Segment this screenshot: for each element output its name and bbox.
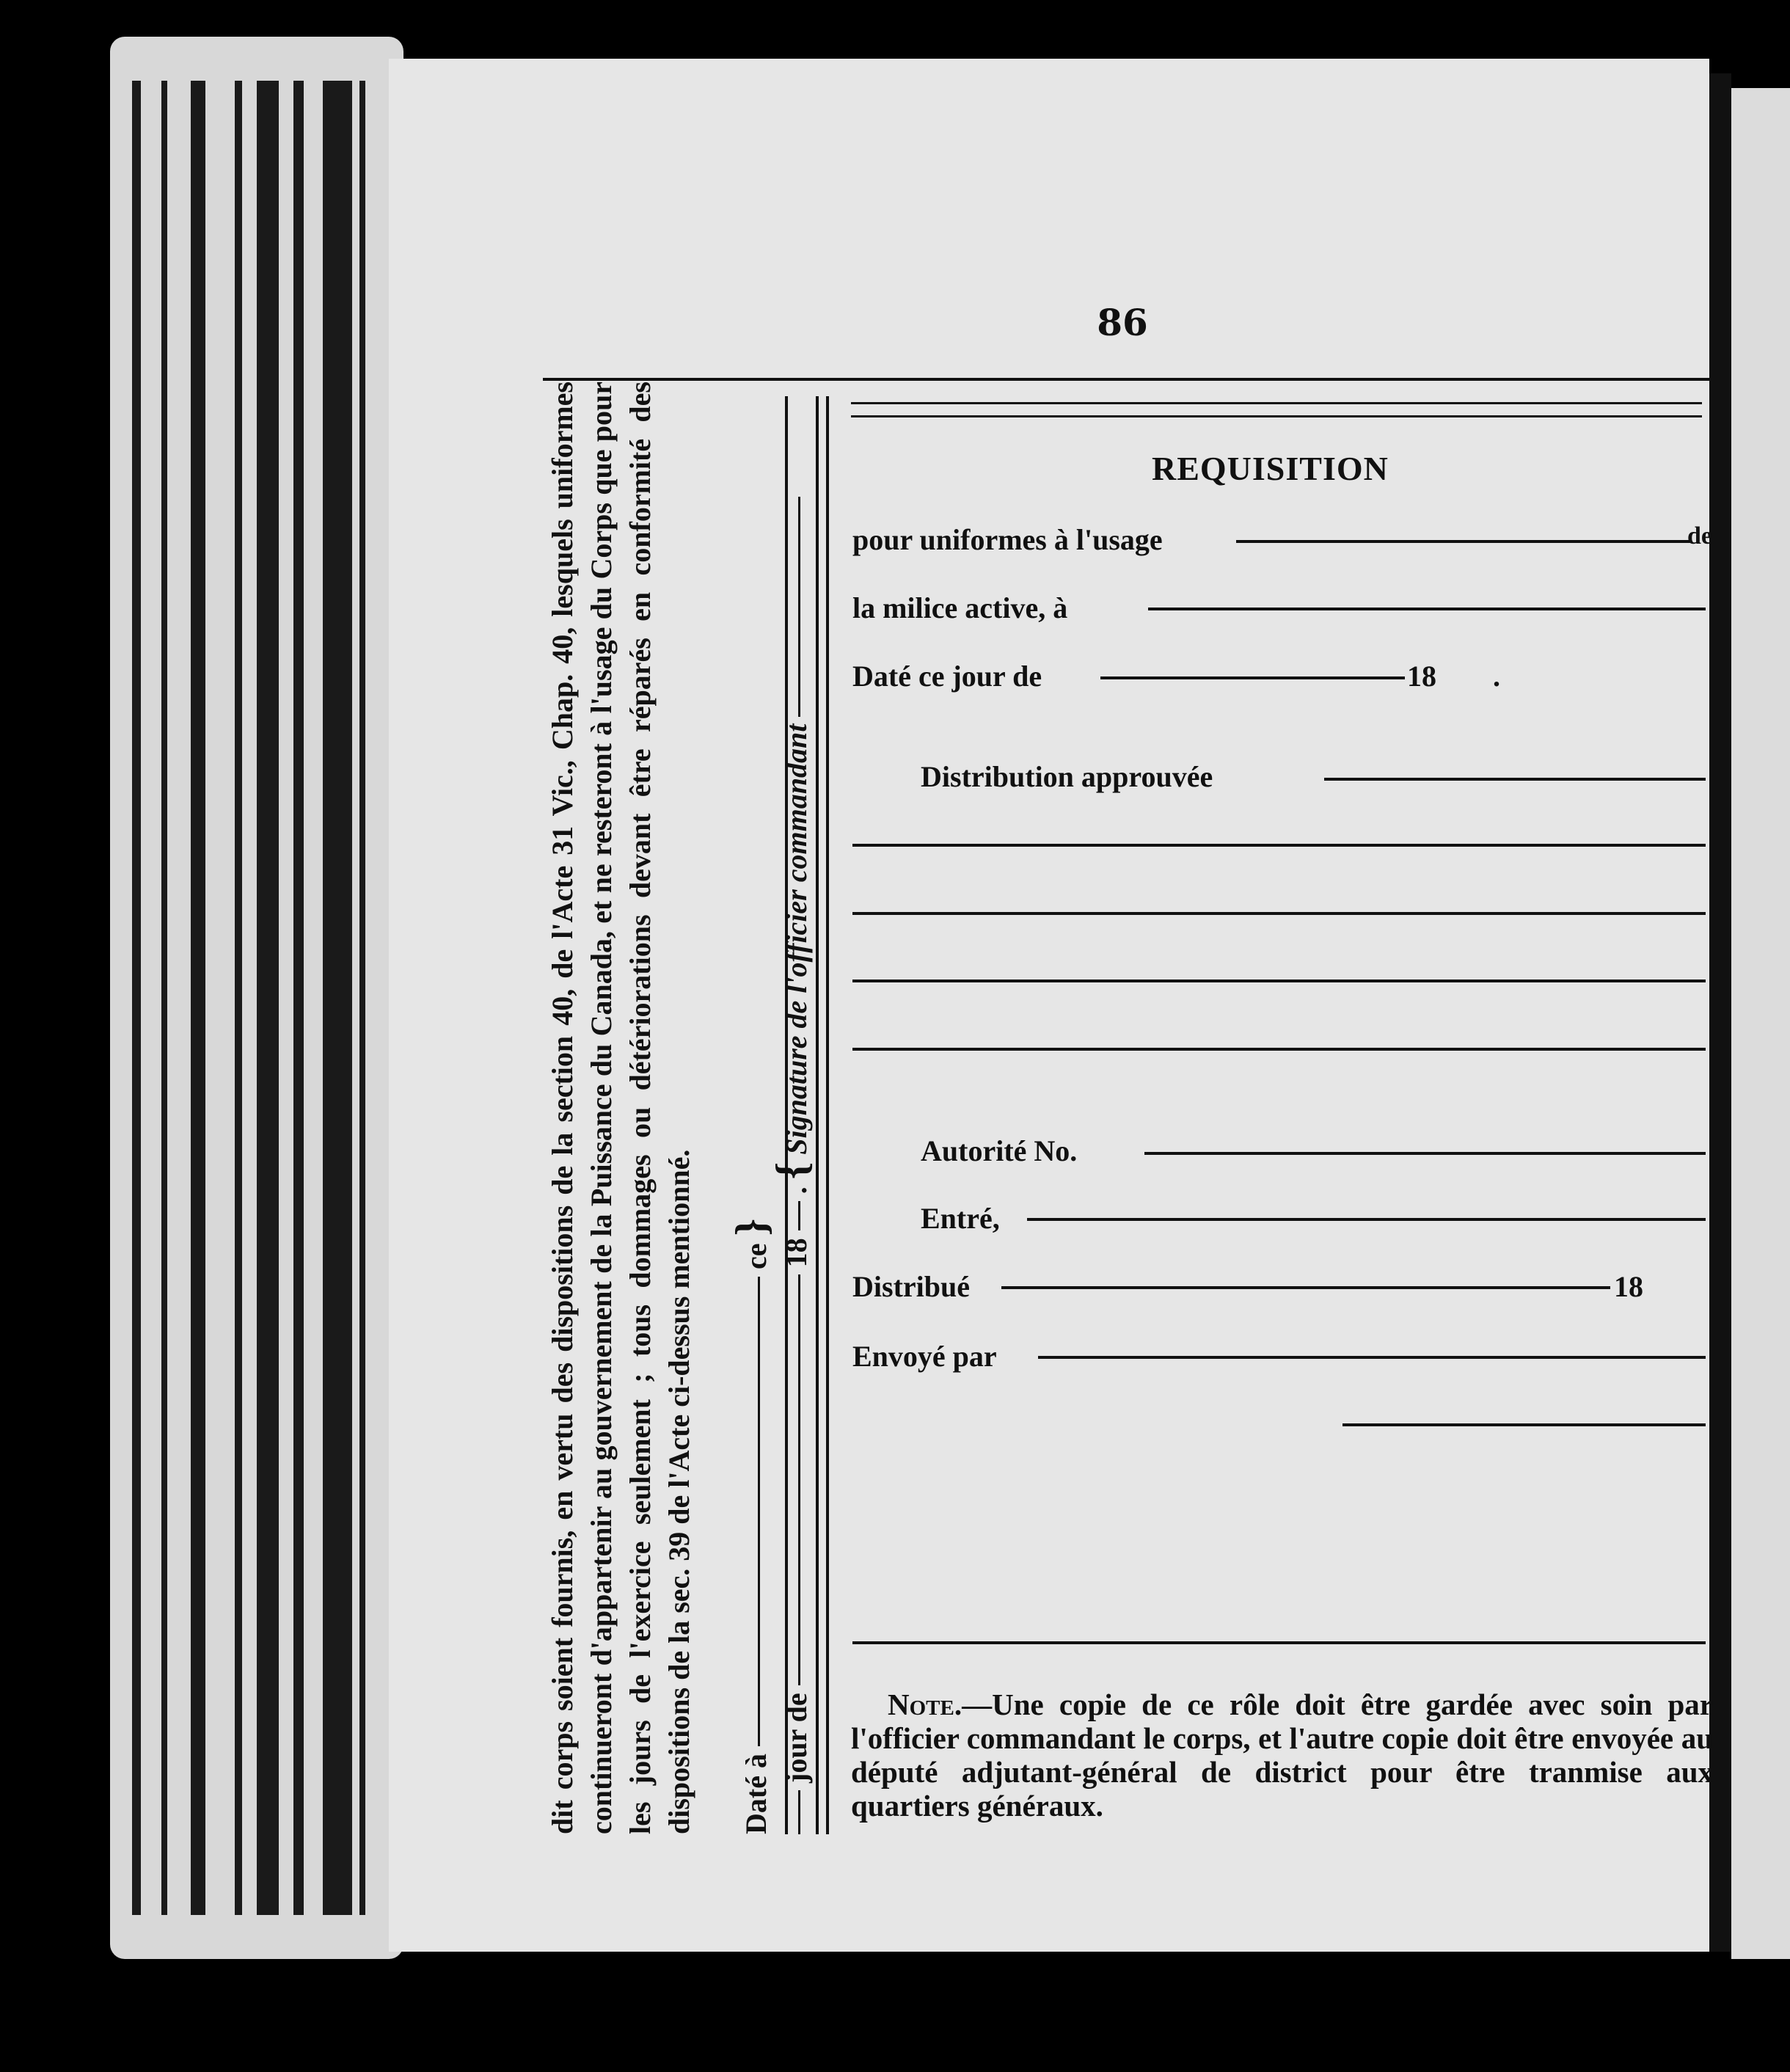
note-label: Note. (888, 1688, 962, 1721)
requisition-title: REQUISITION (1152, 450, 1389, 487)
fill-line (1038, 1356, 1706, 1359)
page-edge-stripe (132, 81, 141, 1915)
page-edge-stripe (359, 81, 365, 1915)
uniformes-suffix: de (1687, 522, 1712, 550)
page-edge-stripe (257, 81, 279, 1915)
blank-line (852, 844, 1706, 847)
date-label: Daté à (739, 1754, 772, 1834)
next-page-edge (1731, 88, 1790, 1959)
fill-line (1027, 1218, 1706, 1221)
fill-line (1148, 608, 1706, 610)
page-number: 86 (1097, 301, 1148, 344)
fill-line (798, 1201, 800, 1230)
page-gutter (1709, 73, 1731, 1952)
page-edge-stripe (235, 81, 242, 1915)
envoye-label: Envoyé par (852, 1340, 997, 1373)
rotated-declaration: dit corps soient fournis, en vertu des dispositions de la section 40, de l'Acte 31 Vic., Chap. 40, lesquels uniformes continueront d'appartenir au gouvernement de la Puissance du Canada, et ne resteront à l'usage du Corps que pour les jours de l'exercice seulement ; tous dommages ou détériorations devant être réparés en conformité des dispositions de la sec. 39 de l'Acte ci-dessus mentionné. Daté à ce } jour de 18 . { Signature de l'officier commandant (543, 382, 836, 1834)
note-text: —Une copie de ce rôle doit être gardée avec soin par l'officier commandant le corps, et l'autre copie doit être envoyée au député adjutant-général de district pour être tranmise aux quartiers généraux. (851, 1688, 1713, 1823)
fill-line (1324, 778, 1706, 781)
uniformes-label: pour uniformes à l'usage (852, 523, 1163, 556)
note-paragraph (851, 1688, 1713, 1823)
blank-line (852, 980, 1706, 982)
entre-label: Entré, (921, 1202, 1000, 1235)
blank-line (852, 1641, 1706, 1644)
fill-line (1342, 1423, 1706, 1426)
page-edge-stripe (323, 81, 352, 1915)
book-edge (110, 37, 403, 1959)
form-top-rule (851, 402, 1702, 404)
distribue-label: Distribué (852, 1270, 970, 1303)
page-edge-stripe (191, 81, 205, 1915)
jour-label: jour de (780, 1693, 813, 1783)
blank-line (852, 912, 1706, 915)
brace-glyph: } (727, 1218, 775, 1236)
fill-line (798, 1790, 800, 1834)
fill-line (798, 497, 800, 717)
distribution-label: Distribution approuvée (921, 760, 1213, 793)
fill-line (1144, 1152, 1706, 1155)
fill-line (1100, 676, 1405, 679)
autorite-label: Autorité No. (921, 1134, 1078, 1167)
ce-label: ce (739, 1243, 772, 1270)
fill-line (758, 1277, 760, 1746)
declaration-paragraph: dit corps soient fournis, en vertu des dispositions de la section 40, de l'Acte 31 Vic., Chap. 40, lesquels uniformes continueront d'appartenir au gouvernement de la Puissance du Canada, et ne resteront à l'usage du Corps que pour les jours de l'exercice seulement ; tous dommages ou détériorations devant être réparés en conformité des dispositions de la sec. 39 de l'Acte ci-dessus mentionné. (546, 382, 695, 1834)
fill-line (1001, 1286, 1610, 1289)
distribue-year: 18 (1614, 1270, 1643, 1303)
top-rule (543, 378, 1709, 381)
signature-caption: Signature de l'officier commandant (780, 723, 813, 1155)
fill-line (1236, 540, 1691, 543)
milice-label: la milice active, à (852, 591, 1068, 624)
year-label: 18 (780, 1238, 813, 1268)
fill-line (798, 1274, 800, 1685)
blank-line (852, 1048, 1706, 1051)
date-year: 18 (1407, 660, 1436, 693)
date-dot: . (1493, 660, 1500, 693)
form-top-rule (851, 415, 1702, 417)
page-edge-stripe (161, 81, 167, 1915)
brace-glyph: { (767, 1161, 816, 1180)
date-label: Daté ce jour de (852, 660, 1042, 693)
page-edge-stripe (293, 81, 304, 1915)
